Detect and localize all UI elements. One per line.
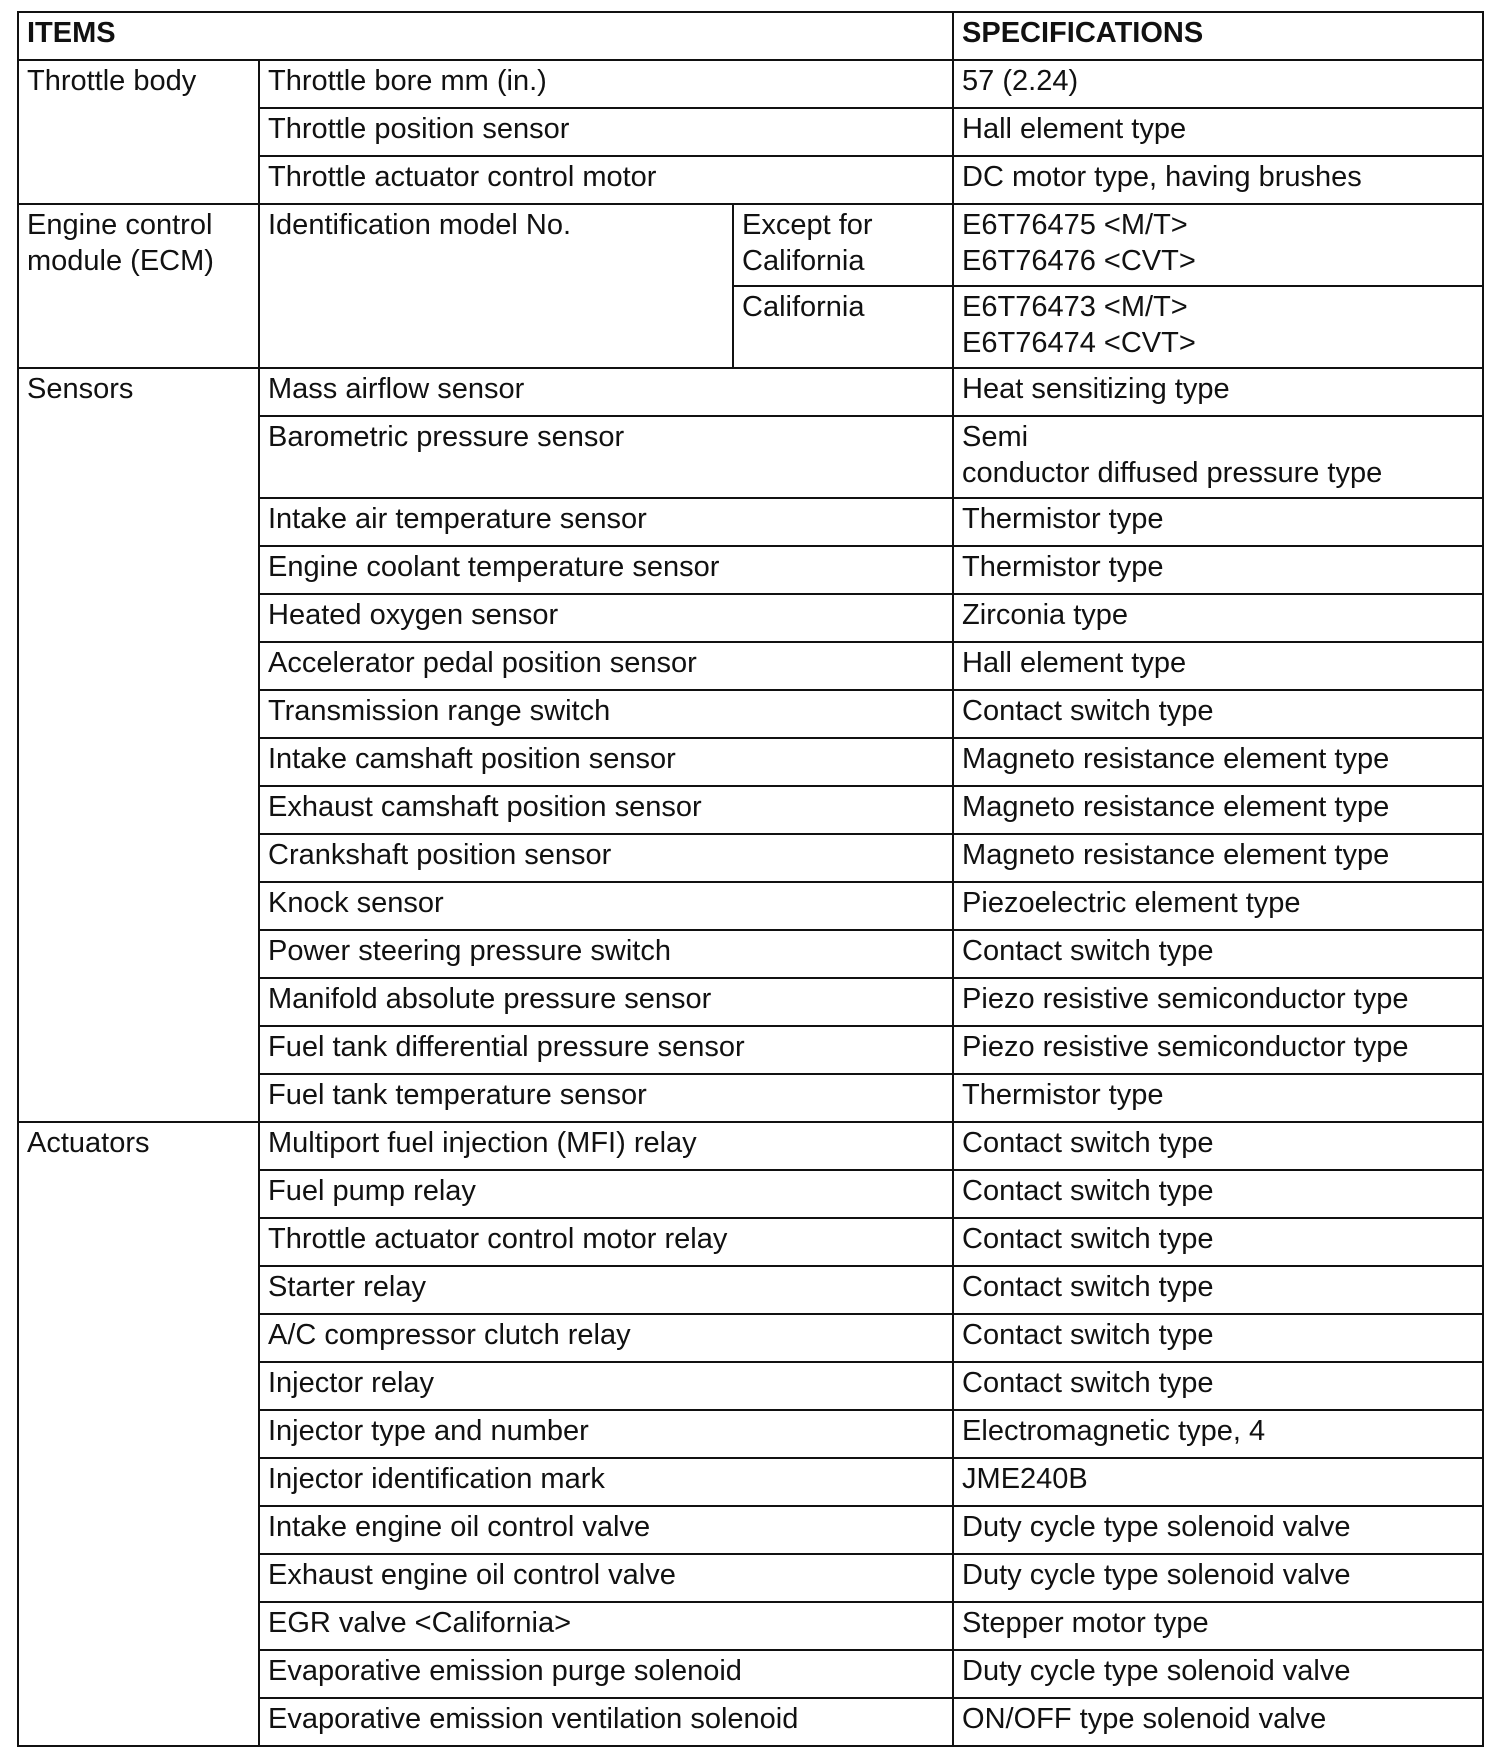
spec-cell: Zirconia type: [953, 594, 1483, 642]
item-cell: Engine coolant temperature sensor: [259, 546, 953, 594]
item-cell: Heated oxygen sensor: [259, 594, 953, 642]
spec-cell: Contact switch type: [953, 1122, 1483, 1170]
item-cell: Crankshaft position sensor: [259, 834, 953, 882]
spec-cell: Hall element type: [953, 108, 1483, 156]
spec-cell: Piezoelectric element type: [953, 882, 1483, 930]
item-cell: Manifold absolute pressure sensor: [259, 978, 953, 1026]
spec-cell: DC motor type, having brushes: [953, 156, 1483, 204]
spec-cell: Duty cycle type solenoid valve: [953, 1650, 1483, 1698]
item-cell: Barometric pressure sensor: [259, 416, 953, 498]
spec-cell: Hall element type: [953, 642, 1483, 690]
region-cell: Except for California: [733, 204, 953, 286]
spec-cell: Magneto resistance element type: [953, 834, 1483, 882]
spec-cell: Semi conductor diffused pressure type: [953, 416, 1483, 498]
spec-cell: Contact switch type: [953, 1218, 1483, 1266]
group-label-sensors: Sensors: [18, 368, 259, 1122]
item-cell: Mass airflow sensor: [259, 368, 953, 416]
spec-cell: Contact switch type: [953, 1314, 1483, 1362]
item-cell: Exhaust engine oil control valve: [259, 1554, 953, 1602]
spec-cell: Contact switch type: [953, 1170, 1483, 1218]
group-label-actuators: Actuators: [18, 1122, 259, 1746]
item-cell: Intake air temperature sensor: [259, 498, 953, 546]
item-cell: Multiport fuel injection (MFI) relay: [259, 1122, 953, 1170]
spec-cell: Piezo resistive semiconductor type: [953, 978, 1483, 1026]
item-cell: Fuel tank differential pressure sensor: [259, 1026, 953, 1074]
spec-cell: Stepper motor type: [953, 1602, 1483, 1650]
spec-cell: ON/OFF type solenoid valve: [953, 1698, 1483, 1746]
table-row: [18, 204, 1483, 286]
spec-cell: Magneto resistance element type: [953, 786, 1483, 834]
spec-cell: Duty cycle type solenoid valve: [953, 1554, 1483, 1602]
items-header: ITEMS: [18, 12, 953, 60]
item-cell: Throttle actuator control motor relay: [259, 1218, 953, 1266]
item-cell: EGR valve <California>: [259, 1602, 953, 1650]
item-cell: Intake camshaft position sensor: [259, 738, 953, 786]
item-cell: Intake engine oil control valve: [259, 1506, 953, 1554]
table-row: [18, 60, 1483, 108]
group-label-ecm: Engine control module (ECM): [18, 204, 259, 368]
spec-cell: Contact switch type: [953, 930, 1483, 978]
header-row: [18, 12, 1483, 60]
item-cell: Injector type and number: [259, 1410, 953, 1458]
spec-cell: Electromagnetic type, 4: [953, 1410, 1483, 1458]
spec-cell: Thermistor type: [953, 498, 1483, 546]
specifications-table: [17, 11, 1484, 1747]
spec-cell: Contact switch type: [953, 690, 1483, 738]
spec-cell: Magneto resistance element type: [953, 738, 1483, 786]
item-cell: Identification model No.: [259, 204, 733, 368]
item-cell: Evaporative emission purge solenoid: [259, 1650, 953, 1698]
spec-cell: E6T76473 <M/T> E6T76474 <CVT>: [953, 286, 1483, 368]
item-cell: Fuel tank temperature sensor: [259, 1074, 953, 1122]
item-cell: Power steering pressure switch: [259, 930, 953, 978]
spec-cell: Heat sensitizing type: [953, 368, 1483, 416]
table-row: [18, 368, 1483, 416]
spec-cell: Duty cycle type solenoid valve: [953, 1506, 1483, 1554]
spec-cell: 57 (2.24): [953, 60, 1483, 108]
item-cell: Knock sensor: [259, 882, 953, 930]
item-cell: Throttle bore mm (in.): [259, 60, 953, 108]
item-cell: Injector relay: [259, 1362, 953, 1410]
group-label-throttle-body: Throttle body: [18, 60, 259, 204]
spec-cell: Thermistor type: [953, 546, 1483, 594]
item-cell: Throttle actuator control motor: [259, 156, 953, 204]
item-cell: Exhaust camshaft position sensor: [259, 786, 953, 834]
item-cell: Starter relay: [259, 1266, 953, 1314]
spec-cell: E6T76475 <M/T> E6T76476 <CVT>: [953, 204, 1483, 286]
item-cell: Injector identification mark: [259, 1458, 953, 1506]
region-cell: California: [733, 286, 953, 368]
item-cell: Transmission range switch: [259, 690, 953, 738]
item-cell: Fuel pump relay: [259, 1170, 953, 1218]
specifications-header: SPECIFICATIONS: [953, 12, 1483, 60]
spec-cell: Thermistor type: [953, 1074, 1483, 1122]
spec-cell: Contact switch type: [953, 1266, 1483, 1314]
spec-table-wrapper: [17, 11, 1484, 1747]
item-cell: Throttle position sensor: [259, 108, 953, 156]
spec-cell: JME240B: [953, 1458, 1483, 1506]
item-cell: Evaporative emission ventilation solenoid: [259, 1698, 953, 1746]
spec-cell: Contact switch type: [953, 1362, 1483, 1410]
spec-cell: Piezo resistive semiconductor type: [953, 1026, 1483, 1074]
item-cell: Accelerator pedal position sensor: [259, 642, 953, 690]
item-cell: A/C compressor clutch relay: [259, 1314, 953, 1362]
table-row: [18, 1122, 1483, 1170]
